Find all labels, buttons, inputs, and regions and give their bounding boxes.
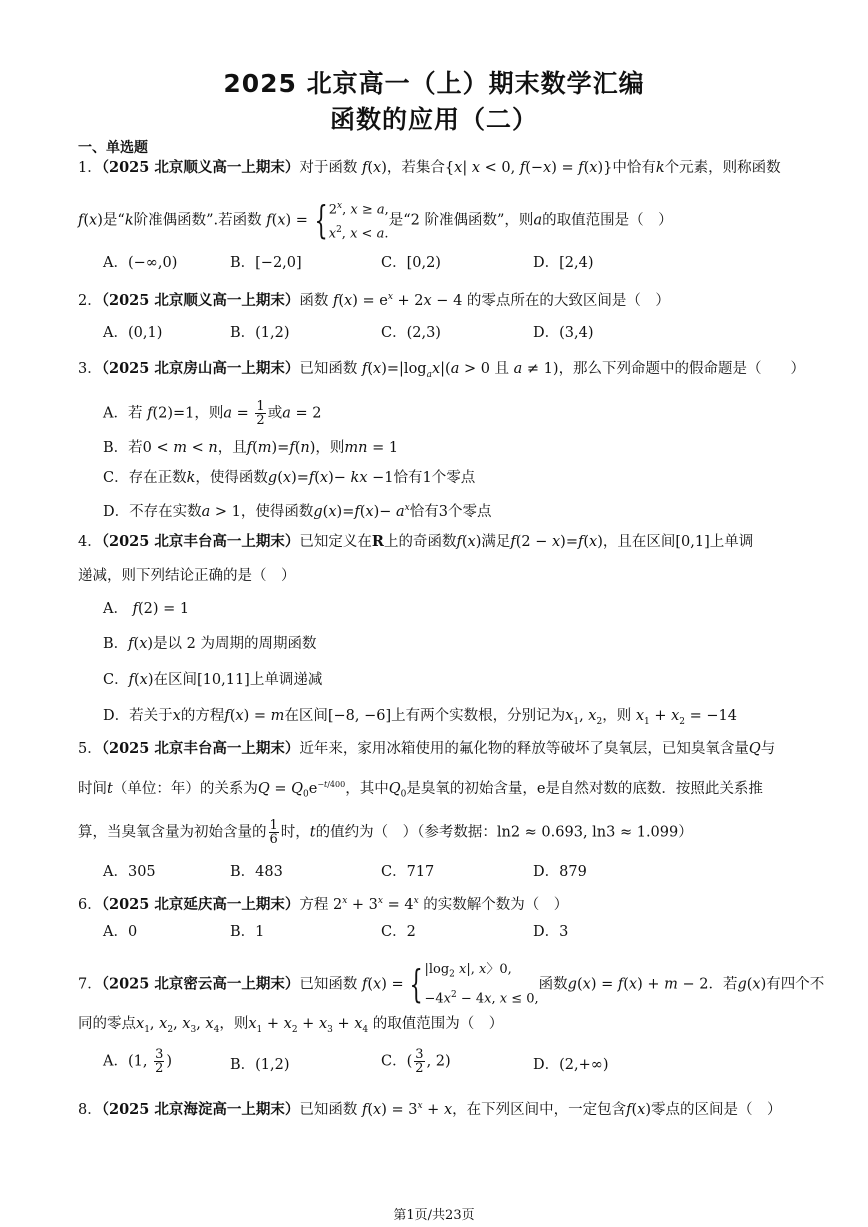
question-1-line-2: f(x)是“k阶准偶函数”.若函数 $f(x) = \{2^x$, x ≥ a, $x^2$, x < a.是“2 阶准偶函数”，则a的取值范围是（ ） bbox=[78, 198, 673, 243]
question-3-option-a[interactable]: A．若 f(2)=1，则a = $\frac{1}{2}$ 或a = 2 bbox=[103, 399, 322, 428]
option-c[interactable]: C．( $\frac{3}{2}$ , 2) bbox=[381, 1047, 451, 1076]
option-d[interactable]: D．3 bbox=[533, 924, 569, 940]
question-4-option-b[interactable]: B．f(x)是以 2 为周期的周期函数 bbox=[103, 636, 317, 652]
option-c[interactable]: C．[0,2) bbox=[381, 255, 441, 271]
option-d[interactable]: D．(2,+∞) bbox=[533, 1057, 609, 1073]
option-d[interactable]: D．[2,4) bbox=[533, 255, 594, 271]
option-c[interactable]: C．(2,3) bbox=[381, 325, 441, 341]
option-b[interactable]: B．[−2,0] bbox=[230, 255, 302, 271]
question-5-line-1: 5．（2025 北京丰台高一上期末）近年来，家用冰箱使用的氟化物的释放等破坏了臭氧层，已知臭氧含量Q与 bbox=[78, 740, 776, 757]
section-heading: 一、单选题 bbox=[78, 140, 148, 156]
option-b[interactable]: B．(1,2) bbox=[230, 1057, 290, 1073]
question-4-option-a[interactable]: A． f(2) = 1 bbox=[103, 601, 190, 617]
question-4-option-c[interactable]: C．f(x)在区间[10,11]上单调递减 bbox=[103, 672, 323, 688]
question-3-option-b[interactable]: B．若0 < m < n，且f(m)=f(n)，则mn = 1 bbox=[103, 440, 399, 456]
option-b[interactable]: B．1 bbox=[230, 924, 265, 940]
option-a[interactable]: A．(1, $\frac{3}{2}$ ) bbox=[103, 1047, 173, 1076]
question-8-line-1: 8．（2025 北京海淀高一上期末）已知函数 $f(x) = 3^x + x$，在下列区间中，一定包含f(x)零点的区间是（ ） bbox=[78, 1100, 782, 1118]
option-c[interactable]: C．2 bbox=[381, 924, 416, 940]
question-1-line-1: 1．（2025 北京顺义高一上期末）对于函数 f(x)，若集合{x| x < 0, f(−x) = f(x)}中恰有k个元素，则称函数 bbox=[78, 159, 781, 176]
option-a[interactable]: A．(−∞,0) bbox=[103, 255, 178, 271]
option-d[interactable]: D．(3,4) bbox=[533, 325, 594, 341]
option-a[interactable]: A．0 bbox=[103, 924, 138, 940]
option-b[interactable]: B．483 bbox=[230, 864, 283, 880]
question-4-option-d[interactable]: D．若关于x的方程f(x) = m在区间[−8, −6]上有两个实数根，分别记为$x_1$, $x_2$，则 $x_1 + x_2 = -14$ bbox=[103, 708, 737, 727]
option-b[interactable]: B．(1,2) bbox=[230, 325, 290, 341]
question-4-line-2: 递减，则下列结论正确的是（ ） bbox=[78, 568, 296, 584]
page-subtitle: 函数的应用（二） bbox=[329, 105, 538, 134]
page-title: 2025 北京高一（上）期末数学汇编 bbox=[223, 69, 645, 98]
question-7-line-2: 同的零点$x_1$, $x_2$, $x_3$, $x_4$，则$x_1 + x_2 + x_3 + x_4$ 的取值范围为（ ） bbox=[78, 1016, 504, 1035]
question-5-line-3: 算，当臭氧含量为初始含量的 $\frac{1}{6}$ 时，t的值约为（ ）（参考数据：ln2 ≈ 0.693, ln3 ≈ 1.099） bbox=[78, 818, 693, 847]
question-7-line-1: 7．（2025 北京密云高一上期末）已知函数 $f(x) = \{|\log_2$ x|, x〉0, $-4x^2 - 4x$, x ≤ 0,函数g(x) = f(x) + m − 2．若g(x)有四个不 bbox=[78, 962, 825, 1007]
option-a[interactable]: A．305 bbox=[103, 864, 156, 880]
option-a[interactable]: A．(0,1) bbox=[103, 325, 163, 341]
page-footer: 第1页/共23页 bbox=[393, 1208, 475, 1223]
option-c[interactable]: C．717 bbox=[381, 864, 435, 880]
question-5-line-2: 时间t（单位：年）的关系为$Q = Q_0e^{-t/400}$，其中$Q_0$是臭氧的初始含量，e是自然对数的底数．按照此关系推 bbox=[78, 780, 763, 800]
question-3-option-c[interactable]: C．存在正数k，使得函数g(x)=f(x)− kx −1恰有1个零点 bbox=[103, 470, 476, 486]
question-3-option-d[interactable]: D．不存在实数a > 1，使得函数$g(x)=f(x)- a^x$恰有3个零点 bbox=[103, 503, 492, 520]
option-d[interactable]: D．879 bbox=[533, 864, 587, 880]
question-4-line-1: 4．（2025 北京丰台高一上期末）已知定义在R上的奇函数f(x)满足f(2 − x)=f(x)，且在区间[0,1]上单调 bbox=[78, 533, 754, 550]
question-6-line-1: 6．（2025 北京延庆高一上期末）方程 $2^x + 3^x = 4^x$ 的实数解个数为（ ） bbox=[78, 895, 569, 913]
question-3-line-1: 3．（2025 北京房山高一上期末）已知函数 $f(x)=|\log_ax|(a > 0$ 且 a ≠ 1)，那么下列命题中的假命题是（ ） bbox=[78, 360, 806, 380]
question-2-line-1: 2．（2025 北京顺义高一上期末）函数 $f(x) = e^x + 2x - 4$ 的零点所在的大致区间是（ ） bbox=[78, 291, 670, 309]
